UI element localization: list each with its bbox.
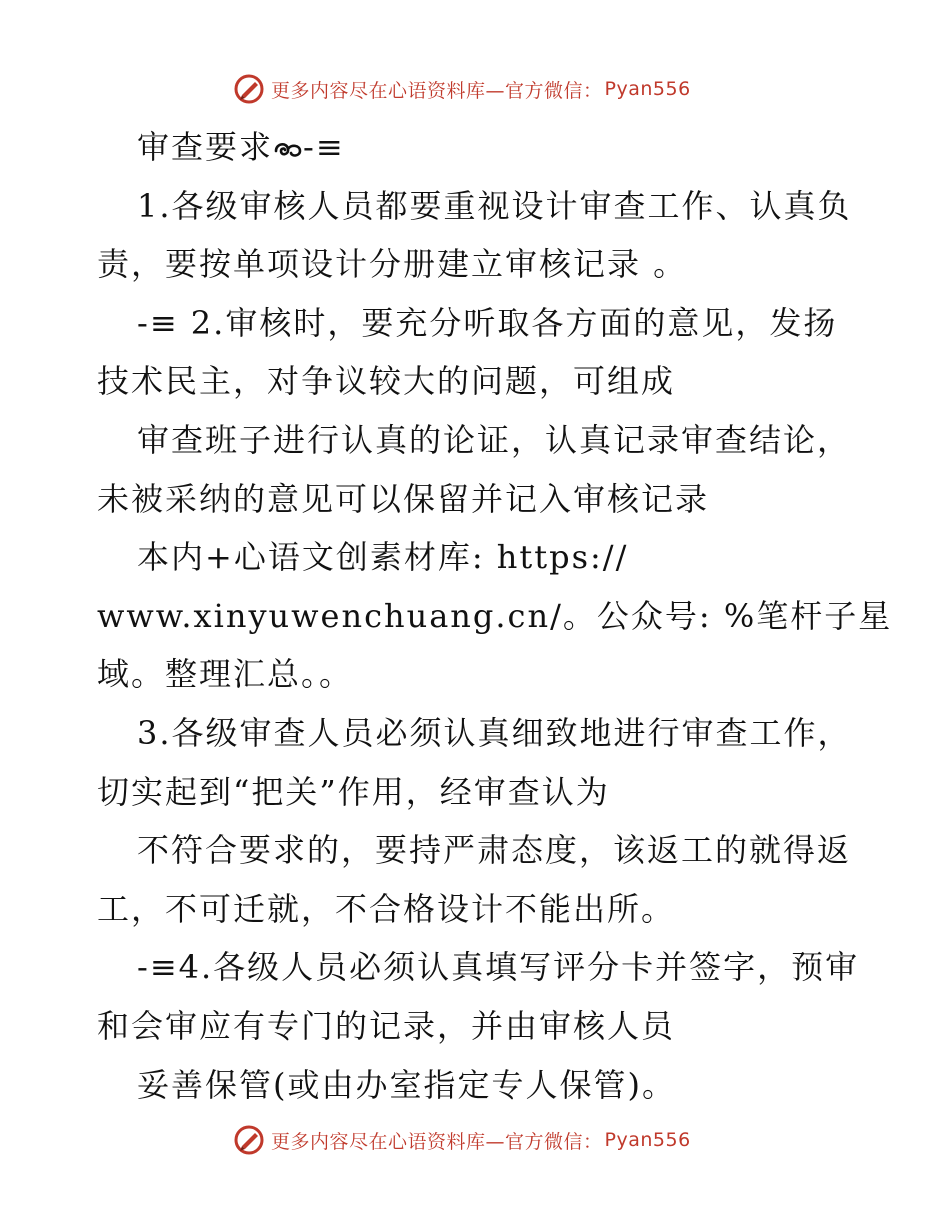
text-line: 未被采纳的意见可以保留并记入审核记录 xyxy=(97,479,710,518)
document-body xyxy=(97,118,893,1114)
watermark-text: 更多内容尽在心语资料库—官方微信： xyxy=(271,79,603,102)
brush-logo-icon xyxy=(233,73,265,105)
swirl-ornament-icon xyxy=(273,139,303,161)
watermark-wechat-id: Pyan556 xyxy=(604,78,691,100)
text-line: 责，要按单项设计分册建立审核记录 。 xyxy=(97,245,688,284)
text-line: 妥善保管(或由办室指定专人保管)。 xyxy=(137,1065,676,1104)
header-watermark xyxy=(233,72,691,106)
watermark-text: 更多内容尽在心语资料库—官方微信： xyxy=(271,1130,603,1153)
heading-suffix: -≡ xyxy=(303,128,345,166)
text-line: 3.各级审查人员必须认真细致地进行审查工作， xyxy=(137,713,852,752)
text-line: 不符合要求的，要持严肃态度，该返工的就得返 xyxy=(137,831,852,870)
text-line: www.xinyuwenchuang.cn/。公众号: %笔杆子星 xyxy=(97,596,893,635)
text-line: -≡ 2.审核时，要充分听取各方面的意见，发扬 xyxy=(137,303,838,342)
text-line: 审查班子进行认真的论证，认真记录审查结论， xyxy=(137,420,852,459)
brush-logo-icon xyxy=(233,1124,265,1156)
heading-text: 审查要求 xyxy=(137,128,274,166)
text-line: 1.各级审核人员都要重视设计审查工作、认真负 xyxy=(137,186,852,225)
text-line: 技术民主，对争议较大的问题，可组成 xyxy=(97,362,676,401)
text-line: 域。整理汇总。。 xyxy=(97,655,354,694)
text-line: 工，不可迁就，不合格设计不能出所。 xyxy=(97,889,676,928)
text-line: 切实起到“把关”作用，经审查认为 xyxy=(97,772,610,811)
text-line: -≡4.各级人员必须认真填写评分卡并签字，预审 xyxy=(137,948,860,987)
watermark-wechat-id: Pyan556 xyxy=(604,1129,691,1151)
footer-watermark xyxy=(233,1123,691,1157)
text-line: 和会审应有专门的记录，并由审核人员 xyxy=(97,1006,676,1045)
text-line-heading xyxy=(97,118,867,177)
text-line: 本内+心语文创素材库: https:// xyxy=(137,538,629,577)
